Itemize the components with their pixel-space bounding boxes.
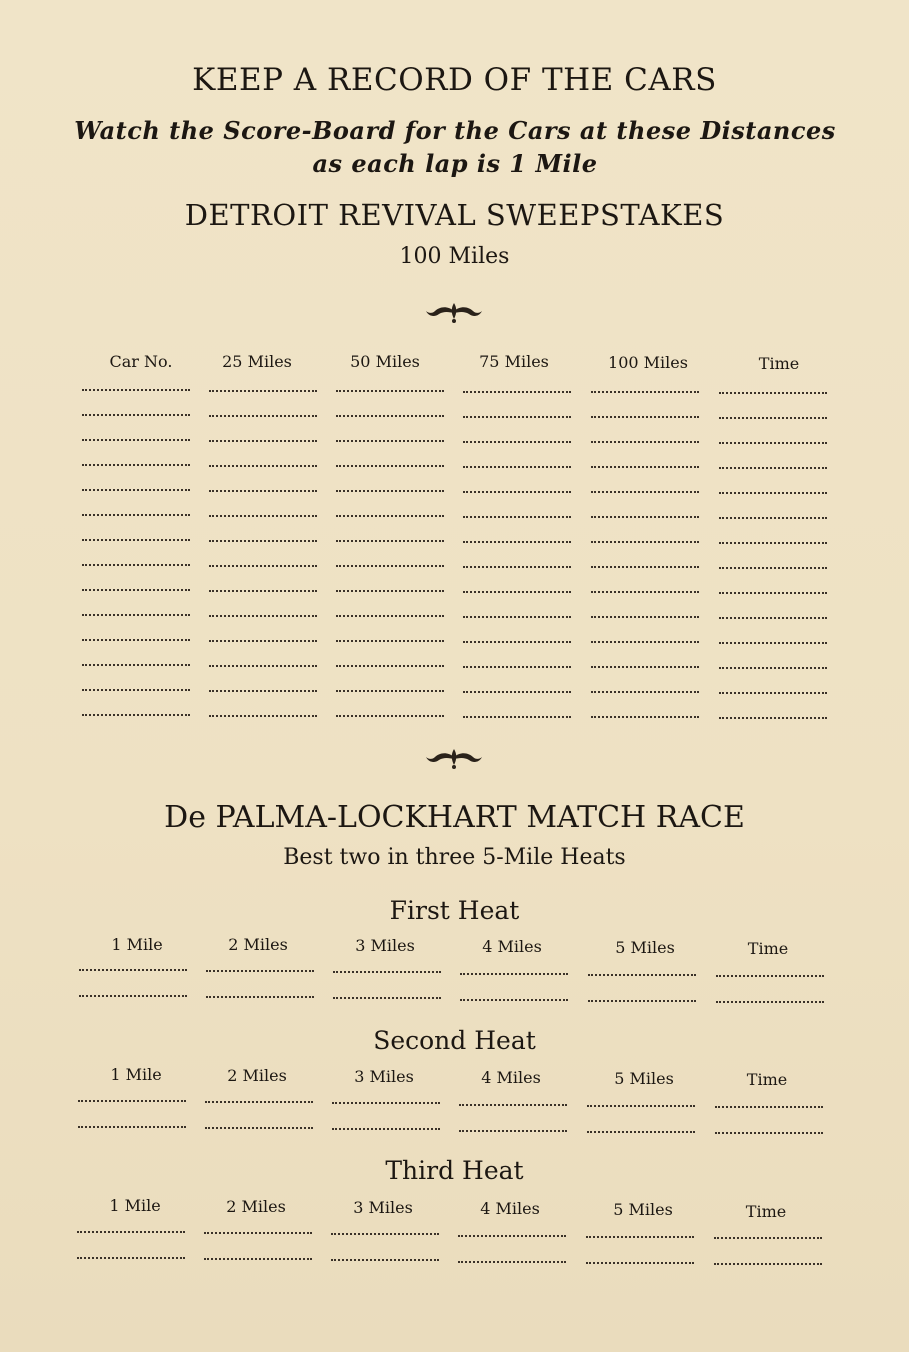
entry-line[interactable] bbox=[587, 1131, 695, 1133]
entry-line[interactable] bbox=[719, 517, 827, 519]
heat1-col-time: Time bbox=[747, 939, 789, 958]
entry-line[interactable] bbox=[458, 1235, 566, 1237]
entry-line[interactable] bbox=[591, 441, 699, 443]
entry-line[interactable] bbox=[463, 566, 571, 568]
entry-line[interactable] bbox=[82, 564, 190, 566]
entry-line[interactable] bbox=[82, 539, 190, 541]
column-header-50-miles: 50 Miles bbox=[350, 352, 420, 371]
entry-line[interactable] bbox=[591, 716, 699, 718]
entry-line[interactable] bbox=[209, 415, 317, 417]
entry-line[interactable] bbox=[459, 1104, 567, 1106]
entry-line[interactable] bbox=[204, 1232, 312, 1234]
entry-line[interactable] bbox=[463, 616, 571, 618]
heat1-col-3-miles: 3 Miles bbox=[355, 936, 415, 955]
sweepstakes-distance: 100 Miles bbox=[399, 244, 510, 269]
entry-line[interactable] bbox=[336, 565, 444, 567]
heat1-col-4-miles: 4 Miles bbox=[482, 937, 542, 956]
entry-line[interactable] bbox=[336, 490, 444, 492]
entry-line[interactable] bbox=[336, 590, 444, 592]
entry-line[interactable] bbox=[77, 1257, 185, 1259]
entry-line[interactable] bbox=[332, 1128, 440, 1130]
entry-line[interactable] bbox=[463, 491, 571, 493]
entry-line[interactable] bbox=[591, 541, 699, 543]
entry-line[interactable] bbox=[715, 1106, 823, 1108]
heat-title-second: Second Heat bbox=[373, 1026, 536, 1055]
heat-title-first: First Heat bbox=[389, 896, 520, 925]
heat1-col-1-mile: 1 Mile bbox=[111, 935, 163, 954]
heat2-col-2-miles: 2 Miles bbox=[227, 1066, 287, 1085]
match-race-subtitle: Best two in three 5-Mile Heats bbox=[283, 845, 626, 870]
entry-line[interactable] bbox=[209, 590, 317, 592]
entry-line[interactable] bbox=[205, 1127, 313, 1129]
entry-line[interactable] bbox=[82, 414, 190, 416]
heat3-col-5-miles: 5 Miles bbox=[613, 1200, 673, 1219]
heat1-col-5-miles: 5 Miles bbox=[615, 938, 675, 957]
entry-line[interactable] bbox=[716, 975, 824, 977]
entry-line[interactable] bbox=[719, 467, 827, 469]
entry-line[interactable] bbox=[719, 667, 827, 669]
entry-line[interactable] bbox=[714, 1263, 822, 1265]
heat1-col-2-miles: 2 Miles bbox=[228, 935, 288, 954]
column-header-100-miles: 100 Miles bbox=[608, 353, 688, 372]
entry-line[interactable] bbox=[719, 642, 827, 644]
entry-line[interactable] bbox=[209, 615, 317, 617]
entry-line[interactable] bbox=[591, 391, 699, 393]
entry-line[interactable] bbox=[209, 665, 317, 667]
entry-line[interactable] bbox=[204, 1258, 312, 1260]
entry-line[interactable] bbox=[715, 1132, 823, 1134]
entry-line[interactable] bbox=[336, 715, 444, 717]
entry-line[interactable] bbox=[79, 969, 187, 971]
entry-line[interactable] bbox=[719, 592, 827, 594]
column-header-car-no: Car No. bbox=[109, 352, 173, 371]
entry-line[interactable] bbox=[463, 466, 571, 468]
sweepstakes-title: DETROIT REVIVAL SWEEPSTAKES bbox=[184, 198, 725, 232]
entry-line[interactable] bbox=[336, 615, 444, 617]
entry-line[interactable] bbox=[719, 617, 827, 619]
entry-line[interactable] bbox=[463, 691, 571, 693]
entry-line[interactable] bbox=[209, 715, 317, 717]
entry-line[interactable] bbox=[714, 1237, 822, 1239]
entry-line[interactable] bbox=[588, 974, 696, 976]
entry-line[interactable] bbox=[82, 639, 190, 641]
heat2-col-3-miles: 3 Miles bbox=[354, 1067, 414, 1086]
entry-line[interactable] bbox=[336, 690, 444, 692]
entry-line[interactable] bbox=[459, 1130, 567, 1132]
heat2-col-time: Time bbox=[746, 1070, 788, 1089]
entry-line[interactable] bbox=[719, 492, 827, 494]
heat2-col-4-miles: 4 Miles bbox=[481, 1068, 541, 1087]
entry-line[interactable] bbox=[209, 640, 317, 642]
entry-line[interactable] bbox=[209, 490, 317, 492]
entry-line[interactable] bbox=[463, 641, 571, 643]
entry-line[interactable] bbox=[719, 417, 827, 419]
entry-line[interactable] bbox=[82, 689, 190, 691]
entry-line[interactable] bbox=[205, 1101, 313, 1103]
entry-line[interactable] bbox=[333, 997, 441, 999]
entry-line[interactable] bbox=[460, 999, 568, 1001]
entry-line[interactable] bbox=[331, 1233, 439, 1235]
entry-line[interactable] bbox=[336, 540, 444, 542]
entry-line[interactable] bbox=[719, 717, 827, 719]
fleuron-ornament-icon bbox=[425, 745, 483, 771]
heat3-col-4-miles: 4 Miles bbox=[480, 1199, 540, 1218]
entry-line[interactable] bbox=[591, 416, 699, 418]
entry-line[interactable] bbox=[591, 566, 699, 568]
entry-line[interactable] bbox=[336, 465, 444, 467]
entry-line[interactable] bbox=[336, 515, 444, 517]
entry-line[interactable] bbox=[591, 516, 699, 518]
entry-line[interactable] bbox=[209, 690, 317, 692]
entry-line[interactable] bbox=[209, 515, 317, 517]
entry-line[interactable] bbox=[336, 390, 444, 392]
heat3-col-3-miles: 3 Miles bbox=[353, 1198, 413, 1217]
entry-line[interactable] bbox=[331, 1259, 439, 1261]
entry-line[interactable] bbox=[591, 691, 699, 693]
heat2-col-5-miles: 5 Miles bbox=[614, 1069, 674, 1088]
heat-title-third: Third Heat bbox=[385, 1156, 524, 1185]
heat3-col-time: Time bbox=[745, 1202, 787, 1221]
entry-line[interactable] bbox=[209, 540, 317, 542]
entry-line[interactable] bbox=[79, 995, 187, 997]
entry-line[interactable] bbox=[332, 1102, 440, 1104]
entry-line[interactable] bbox=[716, 1001, 824, 1003]
entry-line[interactable] bbox=[78, 1100, 186, 1102]
entry-line[interactable] bbox=[336, 415, 444, 417]
heat3-col-1-mile: 1 Mile bbox=[109, 1196, 161, 1215]
entry-line[interactable] bbox=[587, 1105, 695, 1107]
fleuron-ornament-icon bbox=[425, 299, 483, 325]
entry-line[interactable] bbox=[463, 441, 571, 443]
entry-line[interactable] bbox=[591, 466, 699, 468]
entry-line[interactable] bbox=[77, 1231, 185, 1233]
entry-line[interactable] bbox=[336, 440, 444, 442]
entry-line[interactable] bbox=[719, 567, 827, 569]
column-header-time: Time bbox=[758, 354, 800, 373]
entry-line[interactable] bbox=[719, 542, 827, 544]
page-title: KEEP A RECORD OF THE CARS bbox=[192, 62, 717, 98]
entry-line[interactable] bbox=[78, 1126, 186, 1128]
entry-line[interactable] bbox=[82, 589, 190, 591]
heat3-col-2-miles: 2 Miles bbox=[226, 1197, 286, 1216]
entry-line[interactable] bbox=[588, 1000, 696, 1002]
entry-line[interactable] bbox=[591, 641, 699, 643]
entry-line[interactable] bbox=[460, 973, 568, 975]
entry-line[interactable] bbox=[463, 666, 571, 668]
entry-line[interactable] bbox=[458, 1261, 566, 1263]
entry-line[interactable] bbox=[82, 489, 190, 491]
entry-line[interactable] bbox=[209, 390, 317, 392]
entry-line[interactable] bbox=[82, 389, 190, 391]
entry-line[interactable] bbox=[209, 465, 317, 467]
entry-line[interactable] bbox=[82, 514, 190, 516]
entry-line[interactable] bbox=[591, 591, 699, 593]
entry-line[interactable] bbox=[586, 1262, 694, 1264]
page-subtitle: Watch the Score-Board for the Cars at these Distances as each lap is 1 Mile bbox=[74, 116, 836, 178]
entry-line[interactable] bbox=[206, 970, 314, 972]
entry-line[interactable] bbox=[206, 996, 314, 998]
entry-line[interactable] bbox=[209, 565, 317, 567]
entry-line[interactable] bbox=[463, 716, 571, 718]
heat2-col-1-mile: 1 Mile bbox=[110, 1065, 162, 1084]
entry-line[interactable] bbox=[719, 392, 827, 394]
entry-line[interactable] bbox=[82, 714, 190, 716]
entry-line[interactable] bbox=[82, 439, 190, 441]
entry-line[interactable] bbox=[719, 692, 827, 694]
entry-line[interactable] bbox=[719, 442, 827, 444]
entry-line[interactable] bbox=[591, 616, 699, 618]
entry-line[interactable] bbox=[333, 971, 441, 973]
entry-line[interactable] bbox=[336, 640, 444, 642]
entry-line[interactable] bbox=[586, 1236, 694, 1238]
entry-line[interactable] bbox=[209, 440, 317, 442]
entry-line[interactable] bbox=[463, 591, 571, 593]
column-header-75-miles: 75 Miles bbox=[479, 352, 549, 371]
entry-line[interactable] bbox=[463, 516, 571, 518]
entry-line[interactable] bbox=[82, 614, 190, 616]
entry-line[interactable] bbox=[591, 666, 699, 668]
entry-line[interactable] bbox=[82, 664, 190, 666]
entry-line[interactable] bbox=[591, 491, 699, 493]
entry-line[interactable] bbox=[463, 416, 571, 418]
entry-line[interactable] bbox=[336, 665, 444, 667]
column-header-25-miles: 25 Miles bbox=[222, 352, 292, 371]
entry-line[interactable] bbox=[463, 541, 571, 543]
entry-line[interactable] bbox=[82, 464, 190, 466]
entry-line[interactable] bbox=[463, 391, 571, 393]
match-race-title: De PALMA-LOCKHART MATCH RACE bbox=[164, 800, 745, 835]
